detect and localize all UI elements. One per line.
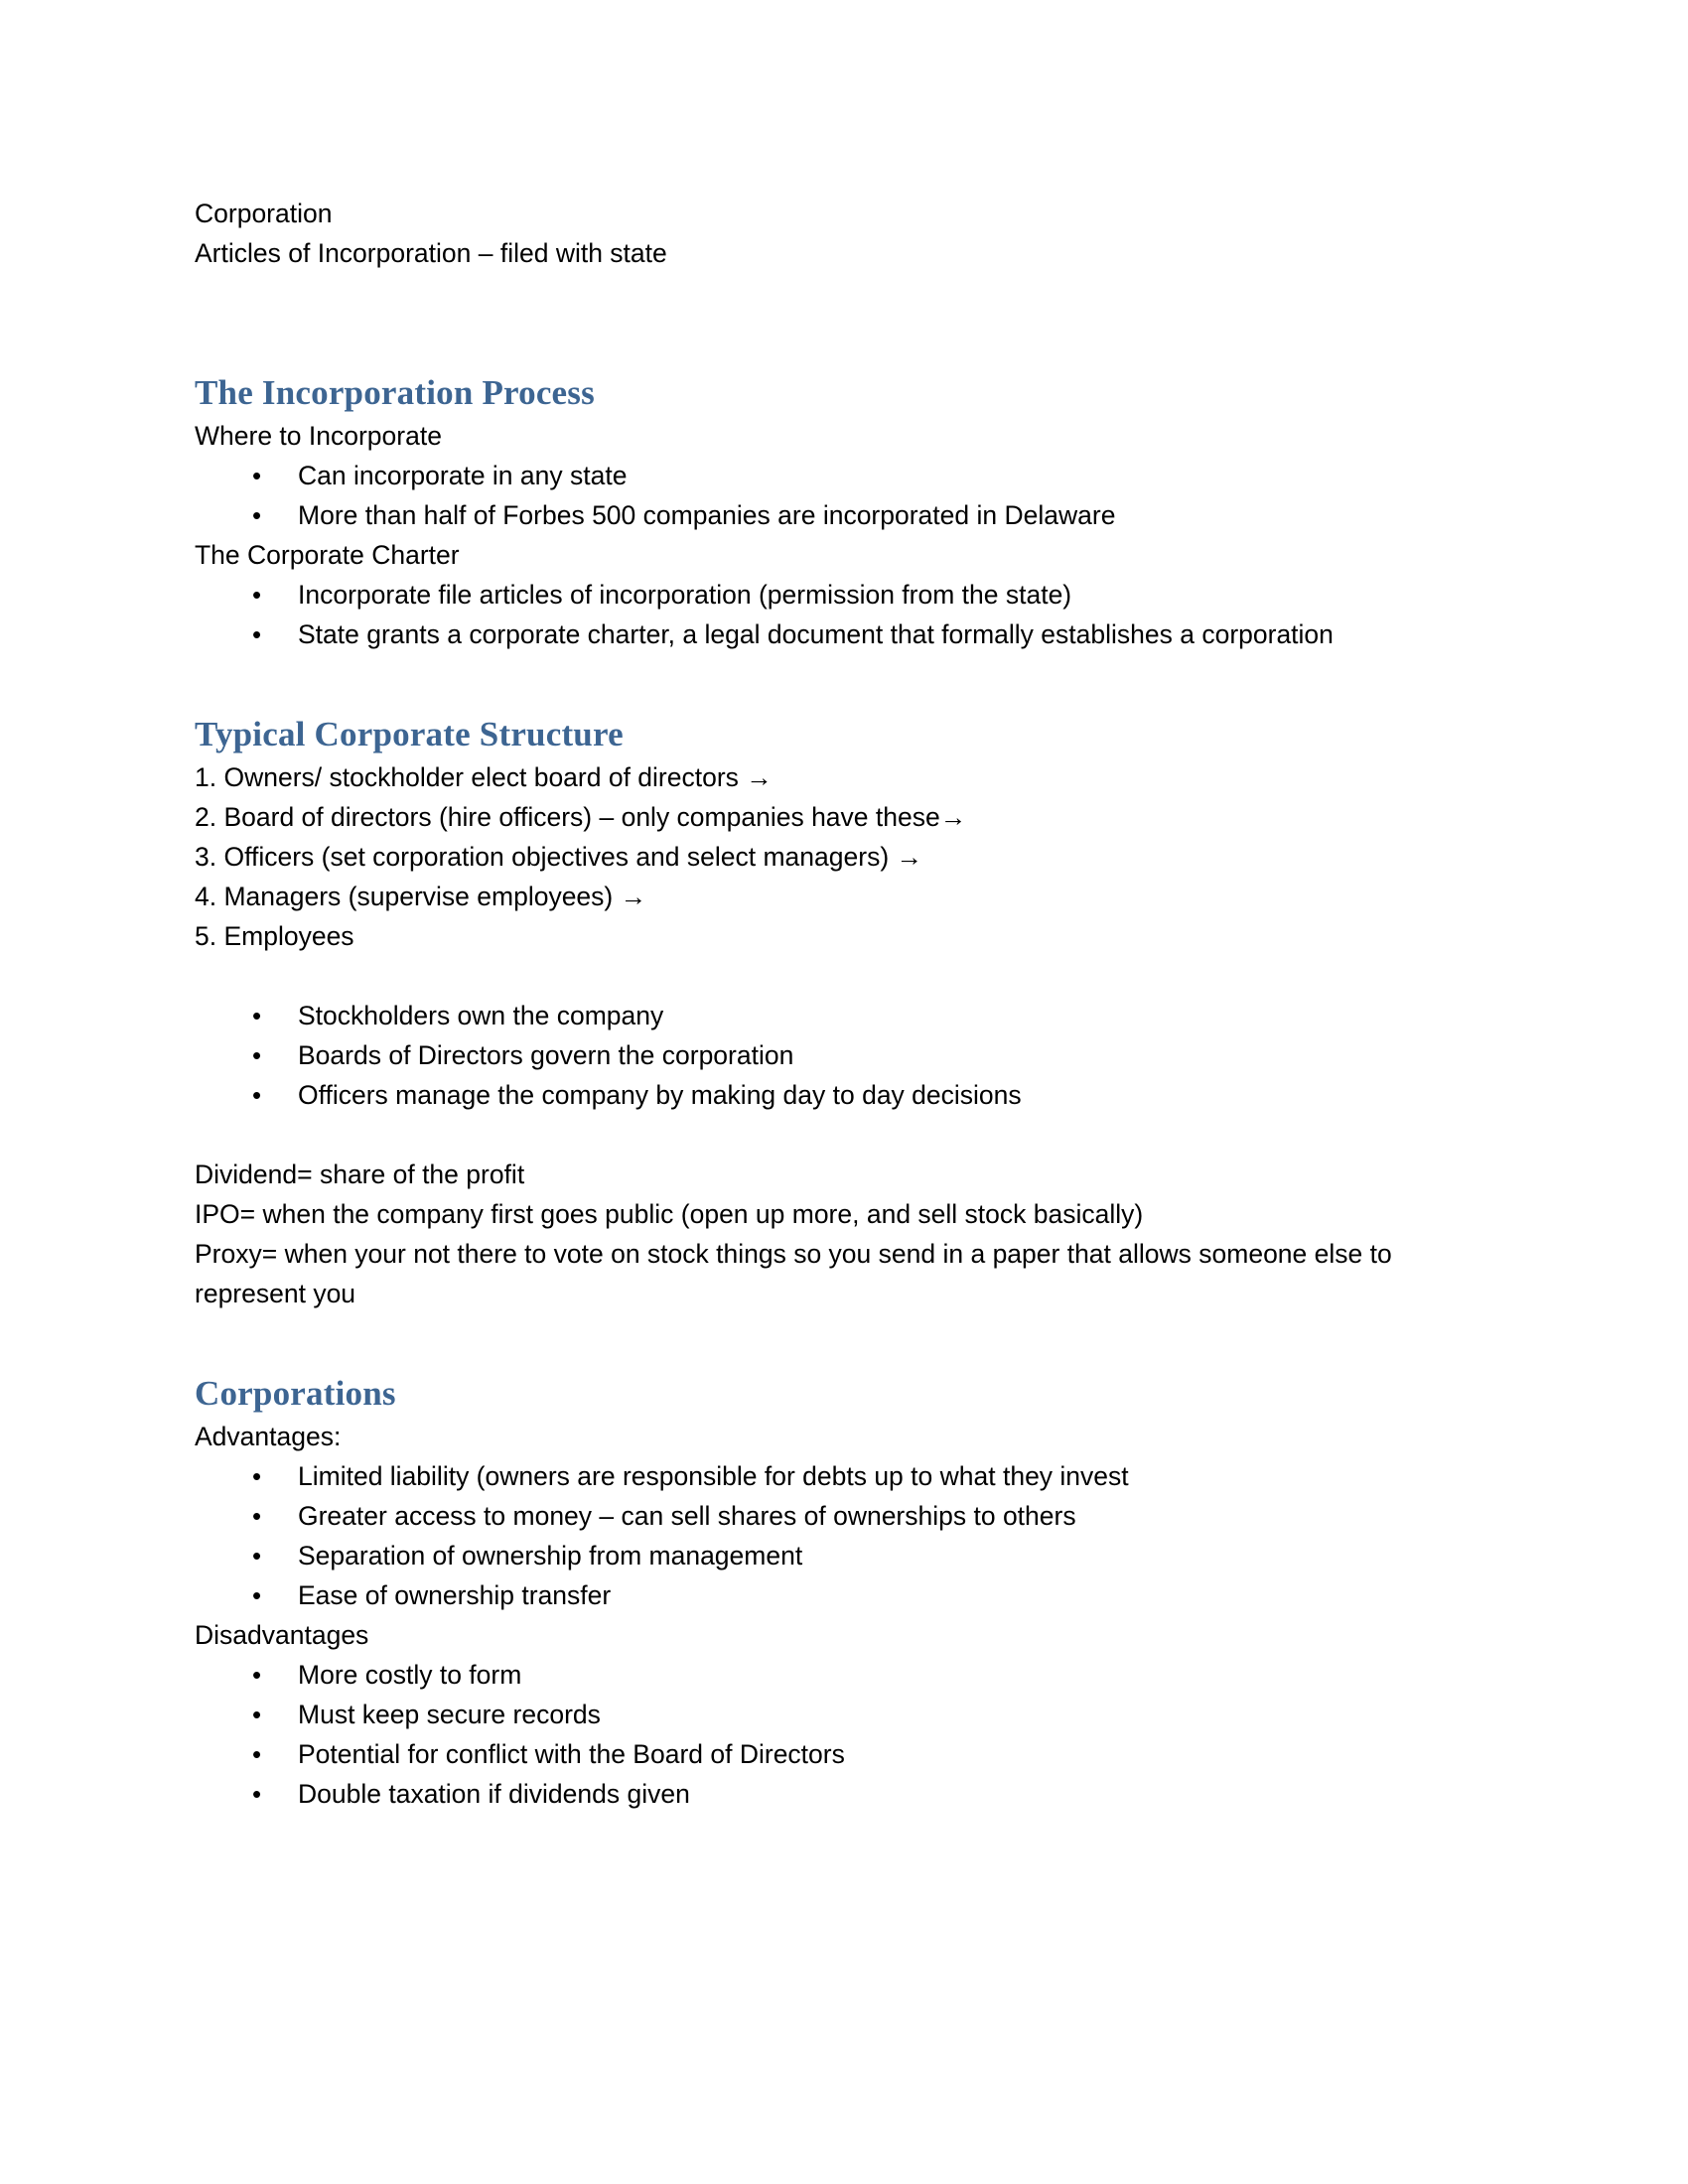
- list-item: • Separation of ownership from management: [252, 1536, 1475, 1575]
- list-item: • Potential for conflict with the Board of Directors: [252, 1734, 1475, 1774]
- intro-line: Articles of Incorporation – filed with state: [195, 238, 667, 268]
- bullet-list: [195, 456, 1475, 535]
- section-line: Where to Incorporate: [195, 421, 442, 451]
- section-heading-typical-corporate-structure: Typical Corporate Structure: [195, 715, 624, 753]
- list-item: • Can incorporate in any state: [252, 456, 1475, 495]
- list-item: • Boards of Directors govern the corporation: [252, 1035, 1475, 1075]
- section-line: Advantages:: [195, 1422, 342, 1451]
- definition-line: Dividend= share of the profit: [195, 1160, 525, 1189]
- spacer: [195, 273, 1475, 350]
- section-heading-incorporation-process: The Incorporation Process: [195, 373, 595, 412]
- numbered-line: 3. Officers (set corporation objectives and select managers) →: [195, 842, 923, 872]
- bullet-list: [195, 996, 1475, 1115]
- list-item: • More costly to form: [252, 1655, 1475, 1695]
- bullet-list: [195, 1456, 1475, 1615]
- spacer: [195, 654, 1475, 712]
- list-item: • More than half of Forbes 500 companies are incorporated in Delaware: [252, 495, 1475, 535]
- numbered-line: 1. Owners/ stockholder elect board of directors →: [195, 762, 773, 792]
- bullet-list: [195, 575, 1475, 654]
- list-item: • Stockholders own the company: [252, 996, 1475, 1035]
- list-item: • Incorporate file articles of incorporation (permission from the state): [252, 575, 1475, 614]
- spacer: [195, 1313, 1475, 1371]
- spacer: [195, 1115, 1475, 1155]
- list-item: • Must keep secure records: [252, 1695, 1475, 1734]
- section-line: Disadvantages: [195, 1620, 369, 1650]
- document-body: [195, 194, 1475, 1814]
- numbered-line: 2. Board of directors (hire officers) – only companies have these→: [195, 802, 967, 832]
- spacer: [195, 956, 1475, 996]
- section-line: The Corporate Charter: [195, 540, 460, 570]
- list-item: • State grants a corporate charter, a legal document that formally establishes a corporation: [252, 614, 1475, 654]
- definition-line: Proxy= when your not there to vote on stock things so you send in a paper that allows someone else to represent you: [195, 1239, 1400, 1308]
- list-item: • Officers manage the company by making day to day decisions: [252, 1075, 1475, 1115]
- spacer: [195, 350, 1475, 370]
- section-heading-corporations: Corporations: [195, 1374, 396, 1413]
- intro-line: Corporation: [195, 199, 333, 228]
- numbered-line: 4. Managers (supervise employees) →: [195, 882, 647, 911]
- list-item: • Limited liability (owners are responsible for debts up to what they invest: [252, 1456, 1475, 1496]
- list-item: • Double taxation if dividends given: [252, 1774, 1475, 1814]
- list-item: • Ease of ownership transfer: [252, 1575, 1475, 1615]
- bullet-list: [195, 1655, 1475, 1814]
- definition-line: IPO= when the company first goes public (open up more, and sell stock basically): [195, 1199, 1144, 1229]
- numbered-line: 5. Employees: [195, 921, 354, 951]
- list-item: • Greater access to money – can sell shares of ownerships to others: [252, 1496, 1475, 1536]
